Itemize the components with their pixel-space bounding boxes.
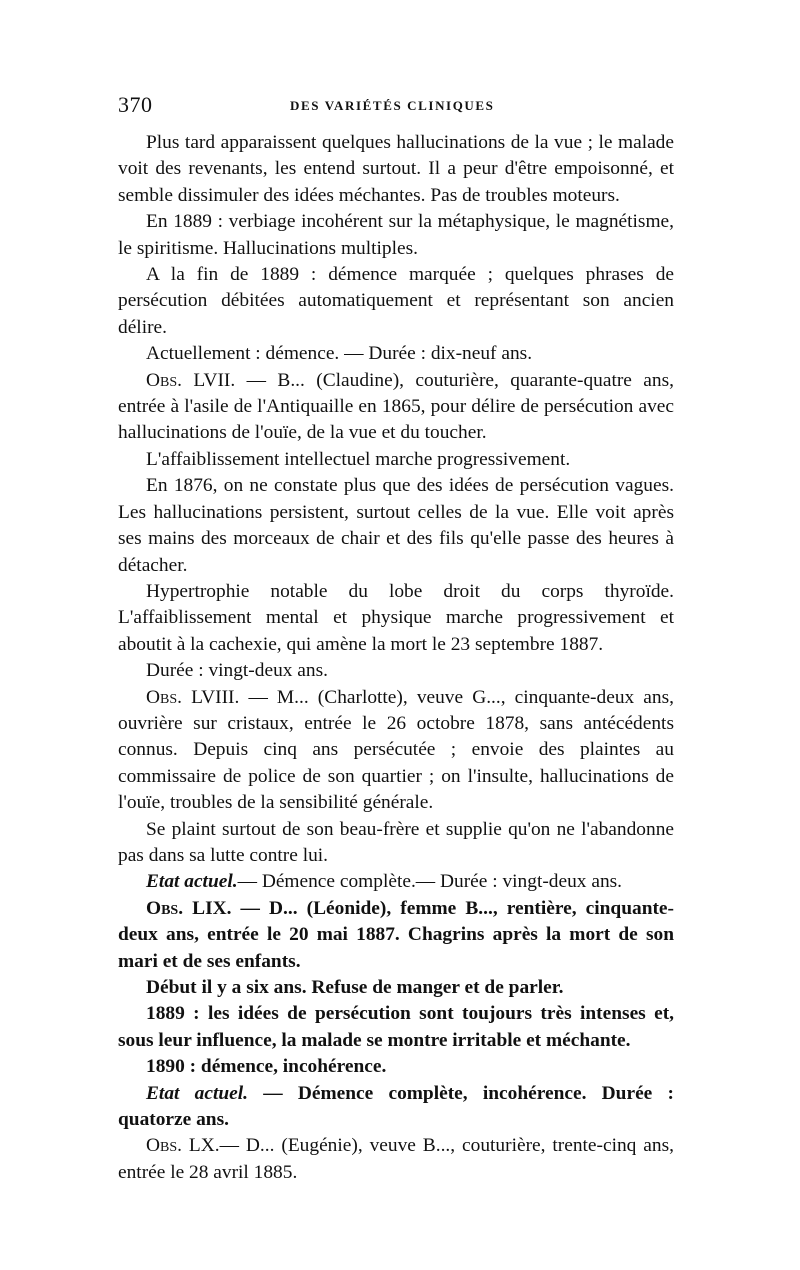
observation-lvii: Obs. LVII. — B... (Claudine), couturière, quarante-quatre ans, entrée à l'asile de l'Antiquaille en 1865, pour délire de persécution avec hallucinations de l'ouïe, de la vue et du toucher. — [118, 369, 674, 444]
paragraph-currently: Actuellement : démence. — Durée : dix-neuf ans. — [146, 343, 533, 365]
observation-lviii: Obs. LVIII. — M... (Charlotte), veuve G..., cinquante-deux ans, ouvrière sur cristaux, entrée le 26 octobre 1878, sans antécédents connus. Depuis cinq ans persécutée ; envoie des plaintes au commissaire de police de son quartier ; on l'insulte, hallucinations de l'ouïe, troubles de la sensibilité générale. — [118, 686, 674, 814]
paragraph-1889-persecution: 1889 : les idées de persécution sont toujours très intenses et, sous leur influence, la malade se montre irritable et méchante. — [118, 1003, 674, 1051]
paragraph-etat-actuel-2: Etat actuel. — Démence complète, incohérence. Durée : quatorze ans. — [118, 1082, 674, 1131]
paragraph-hypertrophy: Hypertrophie notable du lobe droit du corps thyroïde. L'affaiblissement mental et physique marche progressivement et aboutit à la cachexie, qui amène la mort le 23 septembre 1887. — [118, 580, 674, 655]
obs-label: Obs. — [146, 369, 182, 391]
paragraph-end-1889: A la fin de 1889 : démence marquée ; quelques phrases de persécution débitées automatiquement et représentant son ancien délire. — [118, 264, 674, 338]
paragraph-complains: Se plaint surtout de son beau-frère et supplie qu'on ne l'abandonne pas dans sa lutte contre lui. — [118, 818, 674, 866]
paragraph-1876: En 1876, on ne constate plus que des idées de persécution vagues. Les hallucinations persistent, surtout celles de la vue. Elle voit après ses mains des morceaux de chair et des fils qu'elle passe des heures à détacher. — [118, 475, 674, 576]
paragraph-1889-verbiage: En 1889 : verbiage incohérent sur la métaphysique, le magnétisme, le spiritisme. Hallucinations multiples. — [118, 211, 674, 259]
paragraph-intellectual-decline: L'affaiblissement intellectuel marche progressivement. — [146, 448, 571, 470]
etat-actuel-label: Etat actuel. — [146, 871, 238, 893]
body-text — [118, 130, 674, 1186]
page-header — [118, 90, 674, 130]
observation-lix: Obs. LIX. — D... (Léonide), femme B..., rentière, cinquante-deux ans, entrée le 20 mai 1887. Chagrins après la mort de son mari et de ses enfants. — [118, 897, 674, 972]
paragraph-late-hallucinations: Plus tard apparaissent quelques hallucinations de la vue ; le malade voit des revenants, les entend surtout. Il a peur d'être empoisonné, et semble dissimuler des idées méchantes. Pas de troubles moteurs. — [118, 132, 674, 206]
obs-label: Obs. — [146, 686, 182, 708]
running-head: DES VARIÉTÉS CLINIQUES — [290, 98, 495, 113]
paragraph-onset: Début il y a six ans. Refuse de manger et de parler. — [146, 977, 564, 998]
paragraph-1890: 1890 : démence, incohérence. — [146, 1056, 387, 1078]
paragraph-etat-actuel-1: Etat actuel.— Démence complète.— Durée : vingt-deux ans. — [146, 871, 623, 893]
obs-label: Obs. — [146, 1135, 182, 1157]
book-page — [118, 90, 674, 1186]
observation-lx: Obs. LX.— D... (Eugénie), veuve B..., couturière, trente-cinq ans, entrée le 28 avril 1885. — [118, 1135, 674, 1183]
page-number: 370 — [118, 92, 153, 117]
paragraph-duration-22: Durée : vingt-deux ans. — [146, 660, 329, 682]
obs-label: Obs. — [146, 897, 184, 919]
etat-actuel-label: Etat actuel. — [146, 1082, 248, 1104]
